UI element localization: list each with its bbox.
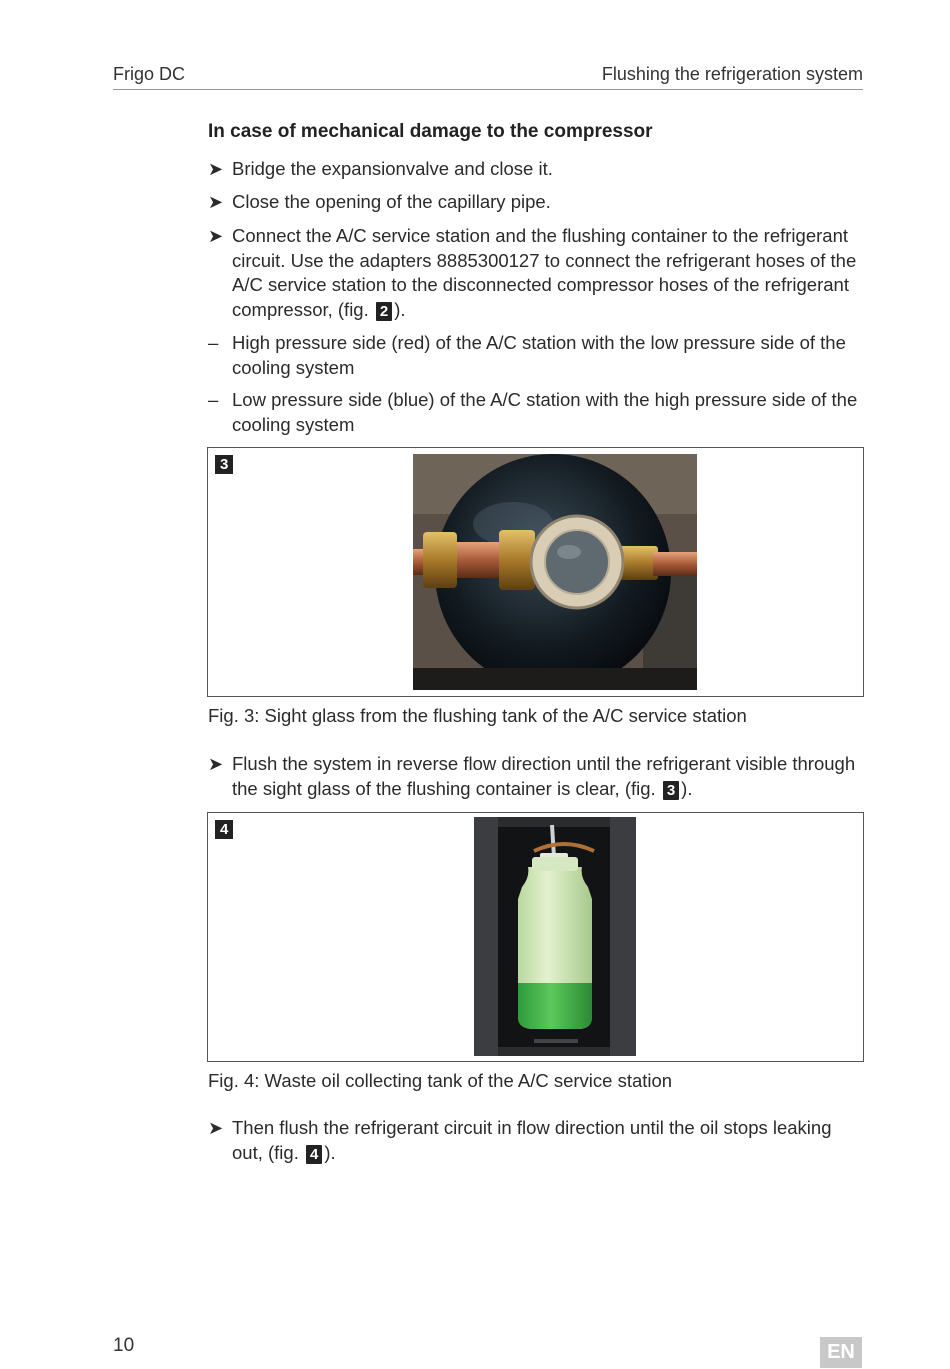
step-text-main: Flush the system in reverse flow direction until the refrigerant visible through the sight glass of the flushing container is clear, (fig. [232,753,856,799]
instruction-step [208,157,864,182]
arrow-icon: ➤ [208,1118,224,1138]
language-badge: EN [820,1337,862,1368]
step-text: Close the opening of the capillary pipe. [232,191,551,212]
dash-marker: – [208,332,219,353]
waste-oil-tank-photo [474,817,636,1056]
arrow-icon: ➤ [208,754,224,774]
arrow-icon: ➤ [208,159,224,179]
arrow-icon: ➤ [208,226,224,246]
dash-marker: – [208,389,219,410]
section-heading: In case of mechanical damage to the compressor [208,121,653,142]
figure-number-badge: 4 [215,820,233,839]
step-text-end: ). [324,1141,336,1163]
step-text [232,1116,864,1165]
step-text: Bridge the expansionvalve and close it. [232,158,553,179]
figure-4-frame [207,812,864,1062]
sight-glass-photo [413,454,697,690]
arrow-icon: ➤ [208,192,224,212]
sub-instruction [208,388,864,437]
step-text [232,224,864,322]
figure-reference-badge: 3 [663,781,679,800]
instruction-step [208,752,864,801]
step-text-end: ). [681,777,693,799]
sub-instruction [208,331,864,380]
instruction-step [208,1116,864,1165]
page-number: 10 [113,1335,135,1356]
figure-3-caption: Fig. 3: Sight glass from the flushing tank of the A/C service station [208,705,747,726]
step-text-main: Connect the A/C service station and the flushing container to the refrigerant circuit. Use the adapters 8885300127 to connect the refrigerant hoses of the A/C service station to the disconnected compressor hoses of the refrigerant compressor, (fig. [232,225,857,320]
step-text-main: Then flush the refrigerant circuit in flow direction until the oil stops leaking out, (fig. [232,1117,832,1163]
instruction-step [208,190,864,215]
step-text-end: ). [394,298,406,320]
sub-instruction-text: High pressure side (red) of the A/C station with the low pressure side of the cooling system [232,332,846,378]
figure-number-badge: 3 [215,455,233,474]
header-product-name: Frigo DC [113,64,186,84]
header-divider [113,89,863,90]
header-chapter-title: Flushing the refrigeration system [601,64,863,84]
figure-reference-badge: 4 [306,1145,322,1164]
instruction-step [208,224,864,322]
sub-instruction-text: Low pressure side (blue) of the A/C station with the high pressure side of the cooling system [232,389,858,435]
figure-3-frame [207,447,864,697]
figure-4-caption: Fig. 4: Waste oil collecting tank of the A/C service station [208,1070,673,1091]
step-text [232,752,864,801]
figure-reference-badge: 2 [376,302,392,321]
